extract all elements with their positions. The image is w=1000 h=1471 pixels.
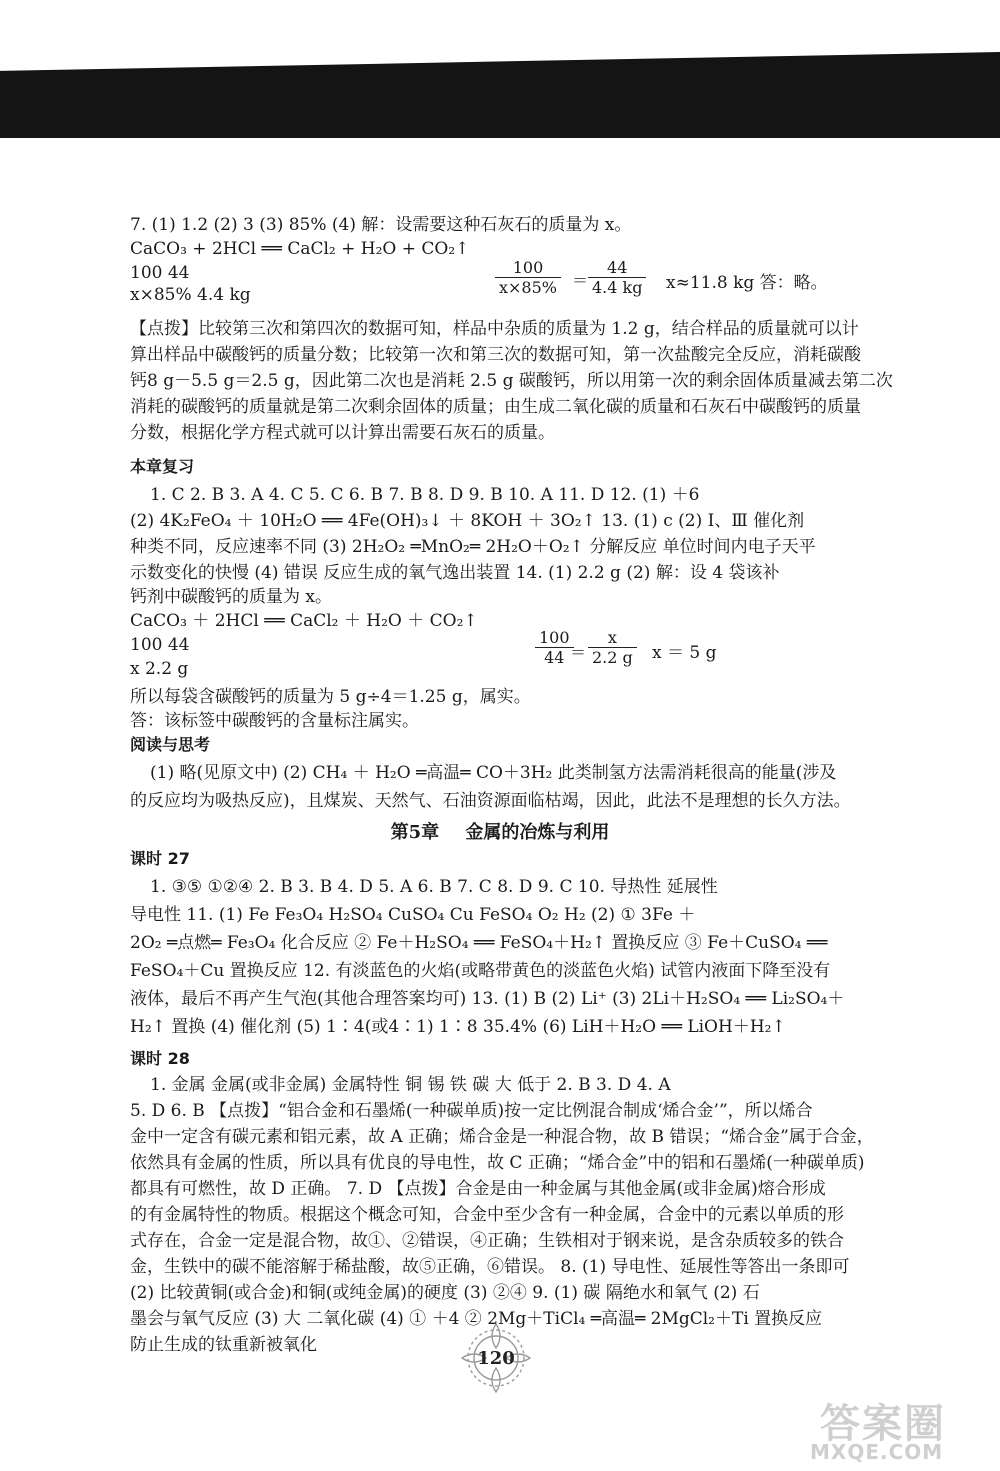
text-line: (2) 比较黄铜(或合金)和铜(或纯金属)的硬度 (3) ②④ 9. (1) 碳 隔绝水和氧气 (2) 石 bbox=[130, 1283, 760, 1303]
fraction: $\frac{100}{x\times 85\%}$ bbox=[495, 258, 561, 297]
section-heading: 本章复习 bbox=[130, 457, 195, 476]
chapter-number: 第5章 bbox=[390, 822, 440, 843]
text-line: x ＝ 5 g bbox=[652, 643, 717, 663]
text-line: x≈11.8 kg 答：略。 bbox=[666, 273, 828, 293]
text-line: 墨会与氧气反应 (3) 大 二氧化碳 (4) ① ＋4 ② 2Mg＋TiCl₄ ═高温═ 2MgCl₂＋Ti 置换反应 bbox=[130, 1309, 823, 1329]
text-line: 防止生成的钛重新被氧化 bbox=[130, 1335, 317, 1355]
chapter-name: 金属的冶炼与利用 bbox=[465, 822, 610, 843]
text-line: 钙剂中碳酸钙的质量为 x。 bbox=[130, 587, 332, 607]
text-line: 1. C 2. B 3. A 4. C 5. C 6. B 7. B 8. D 9. B 10. A 11. D 12. (1) ＋6 bbox=[150, 485, 700, 505]
equals-sign: ＝ bbox=[570, 643, 587, 662]
text-line: 钙8 g－5.5 g＝2.5 g，因此第二次也是消耗 2.5 g 碳酸钙，所以用第一次的剩余固体质量减去第二次 bbox=[130, 371, 893, 391]
section-heading: 阅读与思考 bbox=[130, 735, 211, 754]
text-line: 所以每袋含碳酸钙的质量为 5 g÷4＝1.25 g，属实。 bbox=[130, 687, 531, 707]
watermark: 答案圈 MXQE.COM bbox=[810, 1401, 946, 1464]
text-line: 分数，根据化学方程式就可以计算出需要石灰石的质量。 bbox=[130, 423, 555, 443]
text-line: 1. ③⑤ ①②④ 2. B 3. B 4. D 5. A 6. B 7. C 8. D 9. C 10. 导热性 延展性 bbox=[150, 877, 718, 897]
equation-line: CaCO₃ ＋ 2HCl ══ CaCl₂ ＋ H₂O ＋ CO₂↑ bbox=[130, 611, 478, 631]
text-line: (1) 略(见原文中) (2) CH₄ ＋ H₂O ═高温═ CO＋3H₂ 此类制氢方法需消耗很高的能量(涉及 bbox=[150, 763, 837, 783]
text-line: 7. (1) 1.2 (2) 3 (3) 85% (4) 解：设需要这种石灰石的质量为 x。 bbox=[130, 215, 632, 235]
text-line: 金，生铁中的碳不能溶解于稀盐酸，故⑤正确，⑥错误。 8. (1) 导电性、延展性等答出一条即可 bbox=[130, 1257, 850, 1277]
text-line: 金中一定含有碳元素和铝元素，故 A 正确；烯合金是一种混合物，故 B 错误；“烯合金”属于合金， bbox=[130, 1127, 874, 1147]
text-line: 5. D 6. B 【点拨】“铝合金和石墨烯(一种碳单质)按一定比例混合制成‘烯合金’”，所以烯合 bbox=[130, 1101, 813, 1121]
page-number: 120 bbox=[454, 1316, 538, 1400]
text-line: 依然具有金属的性质，所以具有优良的导电性，故 C 正确；“烯合金”中的铝和石墨烯(一种碳单质) bbox=[130, 1153, 865, 1173]
text-line: 都具有可燃性，故 D 正确。 7. D 【点拨】合金是由一种金属与其他金属(或非金属)熔合形成 bbox=[130, 1179, 826, 1199]
equation-line: CaCO₃ + 2HCl ══ CaCl₂ + H₂O + CO₂↑ bbox=[130, 239, 470, 259]
text-line: 100 44 bbox=[130, 635, 190, 655]
top-black-banner bbox=[0, 52, 1000, 138]
text-line: 液体，最后不再产生气泡(其他合理答案均可) 13. (1) B (2) Li⁺ (3) 2Li＋H₂SO₄ ══ Li₂SO₄＋ bbox=[130, 989, 845, 1009]
text-line: 【点拨】比较第三次和第四次的数据可知，样品中杂质的质量为 1.2 g，结合样品的质量就可以计 bbox=[130, 319, 859, 339]
text-line: 的有金属特性的物质。根据这个概念可知，合金中至少含有一种金属，合金中的元素以单质的形 bbox=[130, 1205, 844, 1225]
text-line: x 2.2 g bbox=[130, 659, 189, 679]
text-line: 种类不同，反应速率不同 (3) 2H₂O₂ ═MnO₂═ 2H₂O＋O₂↑ 分解反应 单位时间内电子天平 bbox=[130, 537, 816, 557]
text-line: 算出样品中碳酸钙的质量分数；比较第一次和第三次的数据可知，第一次盐酸完全反应，消耗碳酸 bbox=[130, 345, 861, 365]
fraction: $\frac{x}{2.2 g}$ bbox=[588, 628, 637, 667]
text-line: 2O₂ ═点燃═ Fe₃O₄ 化合反应 ② Fe＋H₂SO₄ ══ FeSO₄＋H₂↑ 置换反应 ③ Fe＋CuSO₄ ══ bbox=[130, 933, 828, 953]
section-heading: 课时 28 bbox=[130, 1049, 190, 1068]
equals-sign: ＝ bbox=[572, 271, 589, 290]
text-line: x×85% 4.4 kg bbox=[130, 285, 251, 305]
text-line: H₂↑ 置换 (4) 催化剂 (5) 1∶4(或4∶1) 1∶8 35.4% (6) LiH＋H₂O ══ LiOH＋H₂↑ bbox=[130, 1017, 786, 1037]
text-line: 示数变化的快慢 (4) 错误 反应生成的氧气逸出装置 14. (1) 2.2 g (2) 解：设 4 袋该补 bbox=[130, 563, 780, 583]
fraction: $\frac{100}{44}$ bbox=[535, 628, 574, 667]
text-line: (2) 4K₂FeO₄ ＋ 10H₂O ══ 4Fe(OH)₃↓ ＋ 8KOH ＋ 3O₂↑ 13. (1) c (2) Ⅰ、Ⅲ 催化剂 bbox=[130, 511, 805, 531]
text-line: 消耗的碳酸钙的质量就是第二次剩余固体的质量；由生成二氧化碳的质量和石灰石中碳酸钙的质量 bbox=[130, 397, 861, 417]
section-heading: 课时 27 bbox=[130, 849, 190, 868]
text-line: 答：该标签中碳酸钙的含量标注属实。 bbox=[130, 711, 419, 731]
fraction: $\frac{44}{4.4 kg}$ bbox=[588, 258, 646, 297]
text-line: FeSO₄＋Cu 置换反应 12. 有淡蓝色的火焰(或略带黄色的淡蓝色火焰) 试管内液面下降至没有 bbox=[130, 961, 831, 981]
text-line: 100 44 bbox=[130, 263, 190, 283]
text-line: 1. 金属 金属(或非金属) 金属特性 铜 锡 铁 碳 大 低于 2. B 3. D 4. A bbox=[150, 1075, 671, 1095]
text-line: 导电性 11. (1) Fe Fe₃O₄ H₂SO₄ CuSO₄ Cu FeSO₄ O₂ H₂ (2) ① 3Fe ＋ bbox=[130, 905, 696, 925]
text-line: 式存在，合金一定是混合物，故①、②错误，④正确；生铁相对于钢来说，是含杂质较多的铁合 bbox=[130, 1231, 844, 1251]
text-line: 的反应均为吸热反应)，且煤炭、天然气、石油资源面临枯竭，因此，此法不是理想的长久方法。 bbox=[130, 791, 851, 811]
chapter-title bbox=[0, 818, 1000, 844]
